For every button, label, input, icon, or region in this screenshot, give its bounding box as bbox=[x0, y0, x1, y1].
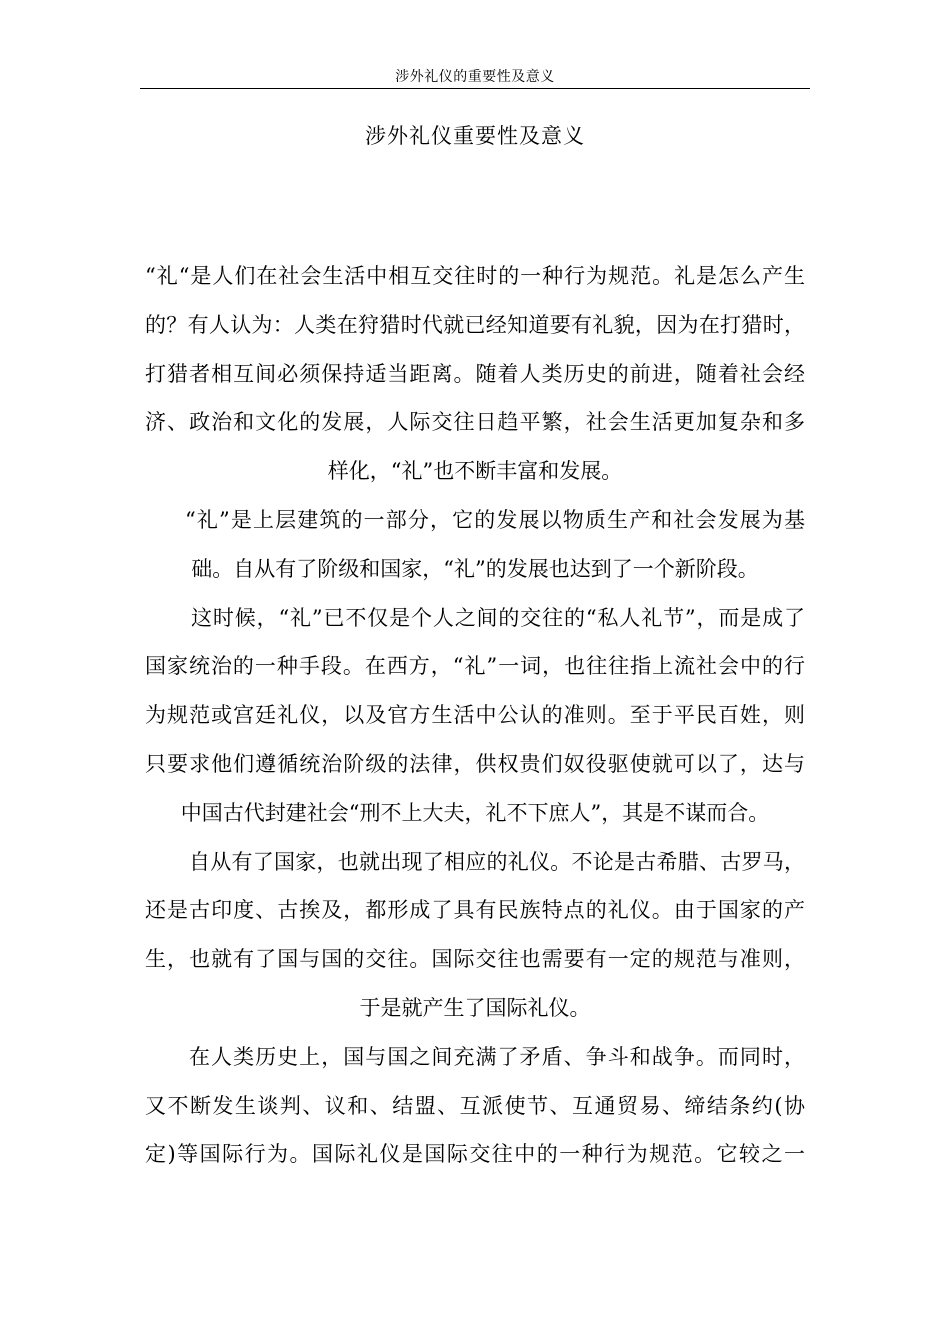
body-line: 于是就产生了国际礼仪。 bbox=[359, 995, 591, 1020]
body-line: 又不断发生谈判、议和、结盟、互派使节、互通贸易、缔结条约(协 bbox=[145, 1093, 805, 1118]
document-title: 涉外礼仪重要性及意义 bbox=[365, 124, 585, 148]
body-line: “礼”是上层建筑的一部分，它的发展以物质生产和社会发展为基 bbox=[185, 507, 805, 532]
body-line: 在人类历史上，国与国之间充满了矛盾、争斗和战争。而同时， bbox=[189, 1044, 805, 1069]
body-line: 这时候，“礼”已不仅是个人之间的交往的“私人礼节”，而是成了 bbox=[191, 605, 805, 630]
body-line: 中国古代封建社会“刑不上大夫，礼不下庶人”，其是不谋而合。 bbox=[180, 800, 770, 825]
body-line: 生，也就有了国与国的交往。国际交往也需要有一定的规范与准则， bbox=[145, 947, 805, 972]
body-line: 国家统治的一种手段。在西方，“礼”一词，也往往指上流社会中的行 bbox=[145, 654, 805, 679]
body-line: 打猎者相互间必须保持适当距离。随着人类历史的前进，随着社会经 bbox=[145, 361, 805, 386]
body-line: 还是古印度、古挨及，都形成了具有民族特点的礼仪。由于国家的产 bbox=[145, 898, 805, 923]
body-line: 定)等国际行为。国际礼仪是国际交往中的一种行为规范。它较之一 bbox=[145, 1142, 805, 1167]
body-line: 础。自从有了阶级和国家，“礼”的发展也达到了一个新阶段。 bbox=[191, 556, 759, 581]
body-line: 样化，“礼”也不断丰富和发展。 bbox=[327, 459, 623, 484]
body-line: 自从有了国家，也就出现了相应的礼仪。不论是古希腊、古罗马， bbox=[189, 849, 805, 874]
body-line: 为规范或宫廷礼仪，以及官方生活中公认的准则。至于平民百姓，则 bbox=[145, 703, 805, 728]
running-header: 涉外礼仪的重要性及意义 bbox=[395, 69, 555, 85]
body-line: 的？有人认为：人类在狩猎时代就已经知道要有礼貌，因为在打猎时， bbox=[145, 312, 805, 337]
document-body bbox=[145, 252, 805, 1179]
body-line: “礼“是人们在社会生活中相互交往时的一种行为规范。礼是怎么产生 bbox=[145, 264, 805, 288]
header-divider bbox=[140, 88, 810, 89]
body-line: 济、政治和文化的发展，人际交往日趋平繁，社会生活更加复杂和多 bbox=[145, 410, 805, 435]
body-line: 只要求他们遵循统治阶级的法律，供权贵们奴役驱使就可以了，达与 bbox=[145, 751, 805, 776]
